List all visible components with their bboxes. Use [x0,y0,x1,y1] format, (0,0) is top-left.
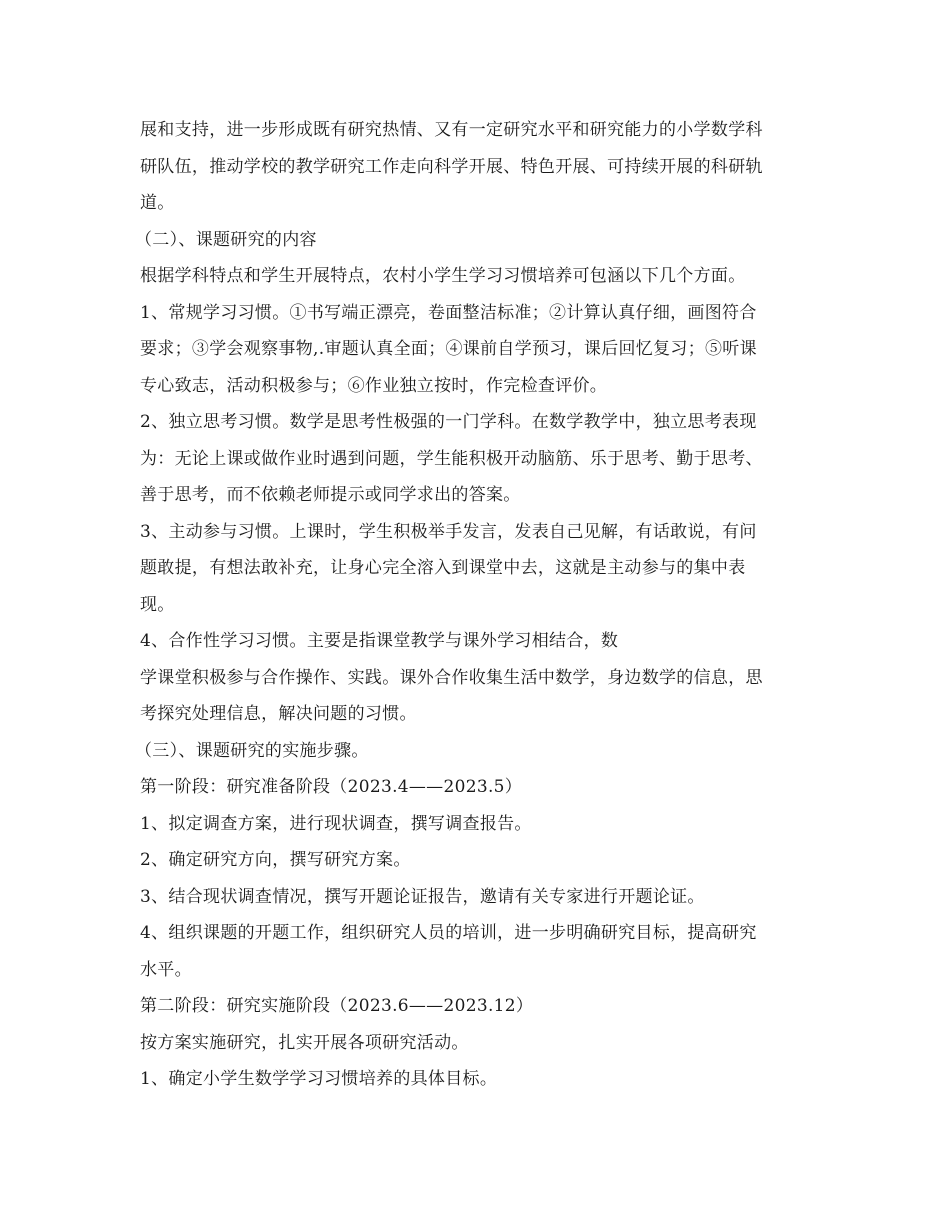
paragraph-line: 道。 [140,193,175,213]
section-heading: （二）、课题研究的内容 [135,229,317,250]
list-item-line: 4、合作性学习习惯。主要是指课堂教学与课外学习相结合，数 [140,631,619,651]
list-item-line: 3、结合现状调查情况，撰写开题论证报告，邀请有关专家进行开题论证。 [140,886,705,907]
paragraph-line: 根据学科特点和学生开展特点，农村小学生学习习惯培养可包涵以下几个方面。 [140,266,746,286]
paragraph-line: 研队伍，推动学校的教学研究工作走向科学开展、特色开展、可持续开展的科研轨 [140,156,763,177]
list-item-line: 水平。 [140,959,192,980]
list-item-line: 学课堂积极参与合作操作、实践。课外合作收集生活中数学，身边数学的信息，思 [140,667,763,688]
list-item-line: 考探究处理信息，解决问题的习惯。 [140,704,417,724]
list-item-line: 善于思考，而不依赖老师提示或同学求出的答案。 [140,485,521,505]
section-heading: （三）、课题研究的实施步骤。 [135,740,369,761]
list-item-line: 要求；③学会观察事物,.审题认真全面；④课前自学预习，课后回忆复习；⑤听课 [140,339,757,359]
list-item-line: 专心致志，活动积极参与；⑥作业独立按时，作完检查评价。 [140,375,608,396]
stage-heading: 第一阶段：研究准备阶段（2023.4——2023.5） [140,777,523,797]
list-item-line: 2、独立思考习惯。数学是思考性极强的一门学科。在数学教学中，独立思考表现 [140,412,757,432]
paragraph-line: 展和支持，进一步形成既有研究热情、又有一定研究水平和研究能力的小学数学科 [140,120,763,140]
list-item-line: 为：无论上课或做作业时遇到问题，学生能积极开动脑筋、乐于思考、勤于思考、 [140,448,763,469]
list-item-line: 3、主动参与习惯。上课时，学生积极举手发言，发表自己见解，有话敢说，有问 [140,521,757,542]
list-item-line: 2、确定研究方向，撰写研究方案。 [140,850,411,870]
list-item-line: 1、常规学习习惯。①书写端正漂亮，卷面整洁标准；②计算认真仔细，画图符合 [140,302,757,323]
list-item-line: 1、拟定调查方案，进行现状调查，撰写调查报告。 [140,813,532,834]
list-item-line: 1、确定小学生数学学习习惯培养的具体目标。 [140,1069,498,1089]
document-body [135,112,820,1098]
paragraph-line: 按方案实施研究，扎实开展各项研究活动。 [140,1032,469,1053]
list-item-line: 现。 [140,594,175,615]
list-item-line: 题敢提，有想法敢补充，让身心完全溶入到课堂中去，这就是主动参与的集中表 [140,558,746,578]
list-item-line: 4、组织课题的开题工作，组织研究人员的培训，进一步明确研究目标，提高研究 [140,923,757,943]
stage-heading: 第二阶段：研究实施阶段（2023.6——2023.12） [140,996,534,1016]
